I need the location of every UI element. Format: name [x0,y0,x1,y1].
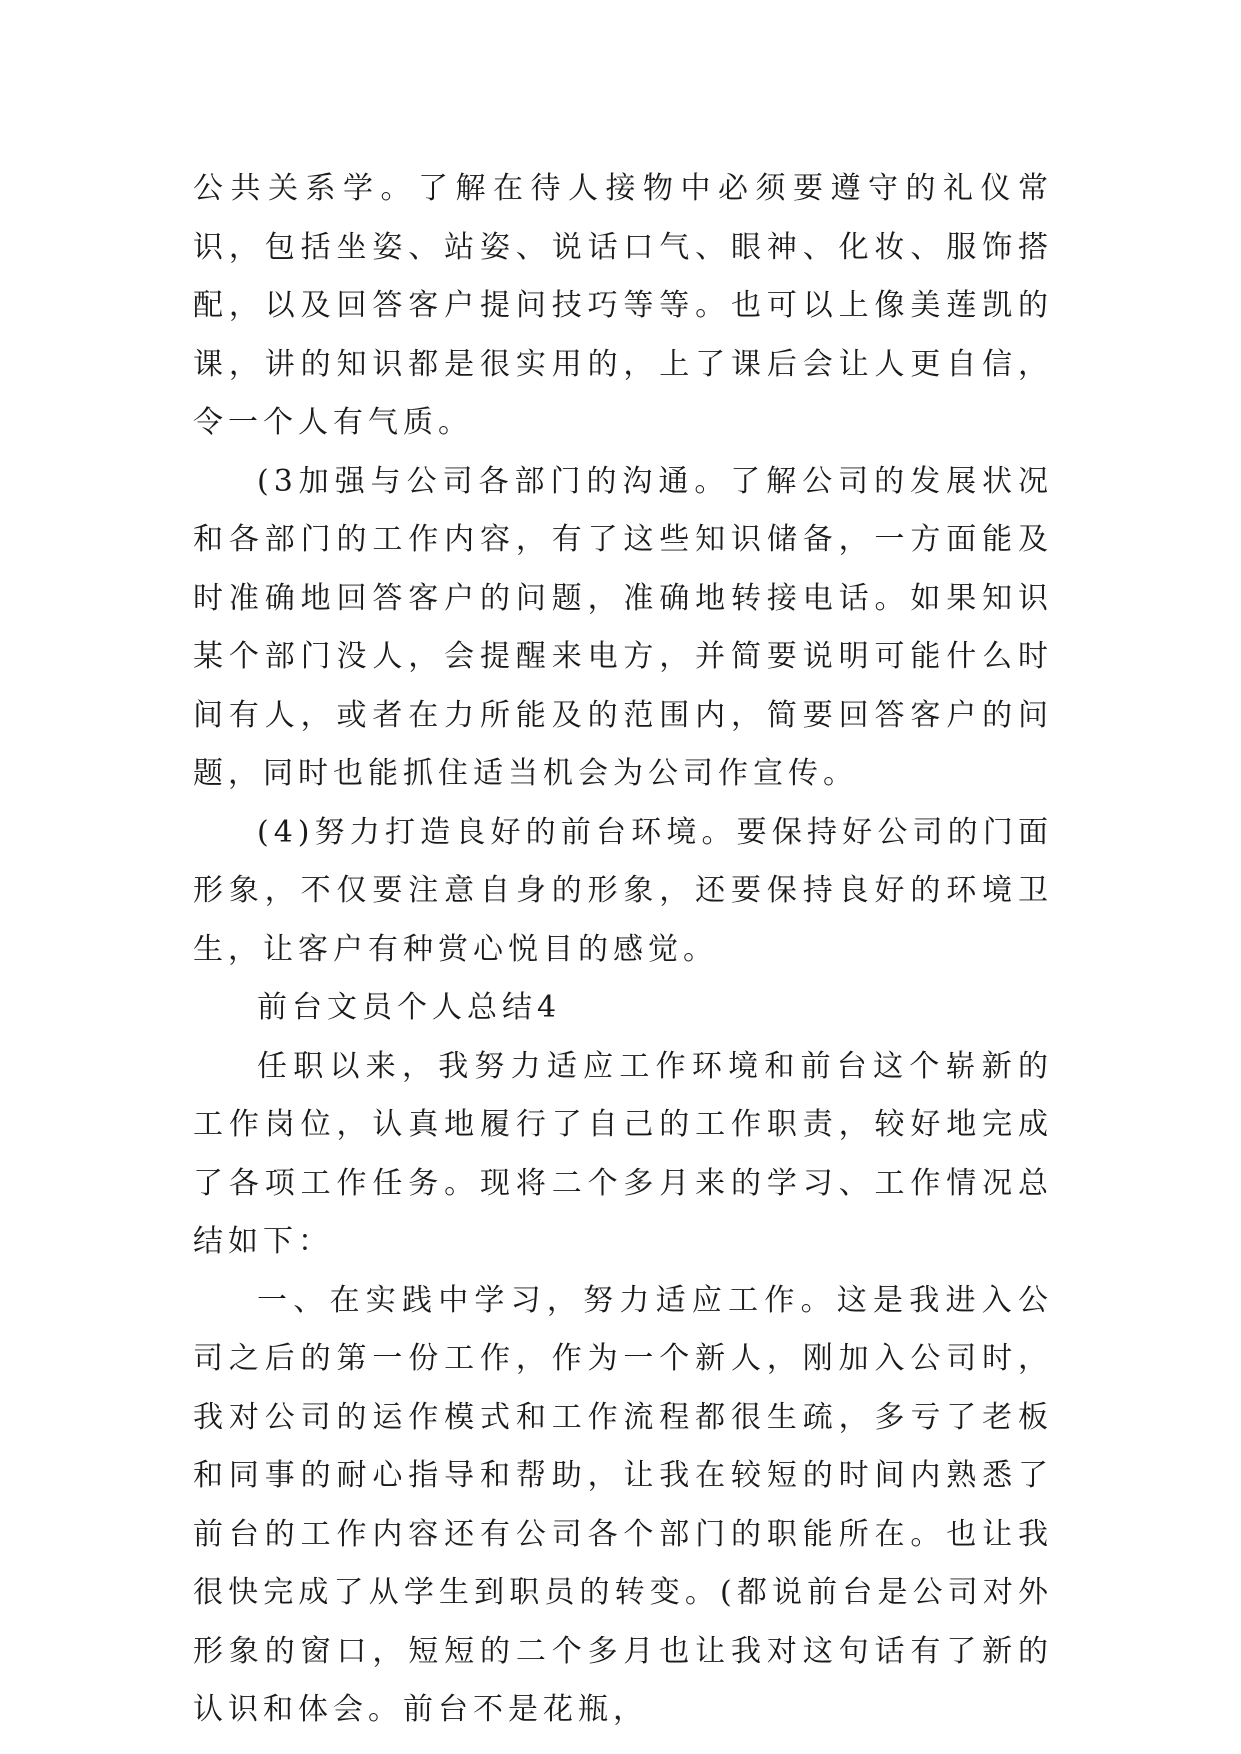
paragraph-intro: 任职以来，我努力适应工作环境和前台这个崭新的工作岗位，认真地履行了自己的工作职责，较好地完成了各项工作任务。现将二个多月来的学习、工作情况总结如下： [193,1048,1053,1259]
paragraph-department-communication: (3加强与公司各部门的沟通。了解公司的发展状况和各部门的工作内容，有了这些知识储备，一方面能及时准确地回答客户的问题，准确地转接电话。如果知识某个部门没人，会提醒来电方，并简要说明可能什么时间有人，或者在力所能及的范围内，简要回答客户的问题，同时也能抓住适当机会为公司作宣传。 [193,463,1053,791]
section-heading: 前台文员个人总结4 [257,990,562,1025]
document-body [193,160,1053,1740]
paragraph-public-relations: 公共关系学。了解在待人接物中必须要遵守的礼仪常识，包括坐姿、站姿、说话口气、眼神、化妆、服饰搭配，以及回答客户提问技巧等等。也可以上像美莲凯的课，讲的知识都是很实用的，上了课后会让人更自信，令一个人有气质。 [193,171,1053,440]
paragraph-learning-in-practice: 一、在实践中学习，努力适应工作。这是我进入公司之后的第一份工作，作为一个新人，刚加入公司时，我对公司的运作模式和工作流程都很生疏，多亏了老板和同事的耐心指导和帮助，让我在较短的时间内熟悉了前台的工作内容还有公司各个部门的职能所在。也让我很快完成了从学生到职员的转变。(都说前台是公司对外形象的窗口，短短的二个多月也让我对这句话有了新的认识和体会。前台不是花瓶， [193,1282,1053,1727]
paragraph-front-desk-environment: (4)努力打造良好的前台环境。要保持好公司的门面形象，不仅要注意自身的形象，还要保持良好的环境卫生，让客户有种赏心悦目的感觉。 [193,814,1053,967]
